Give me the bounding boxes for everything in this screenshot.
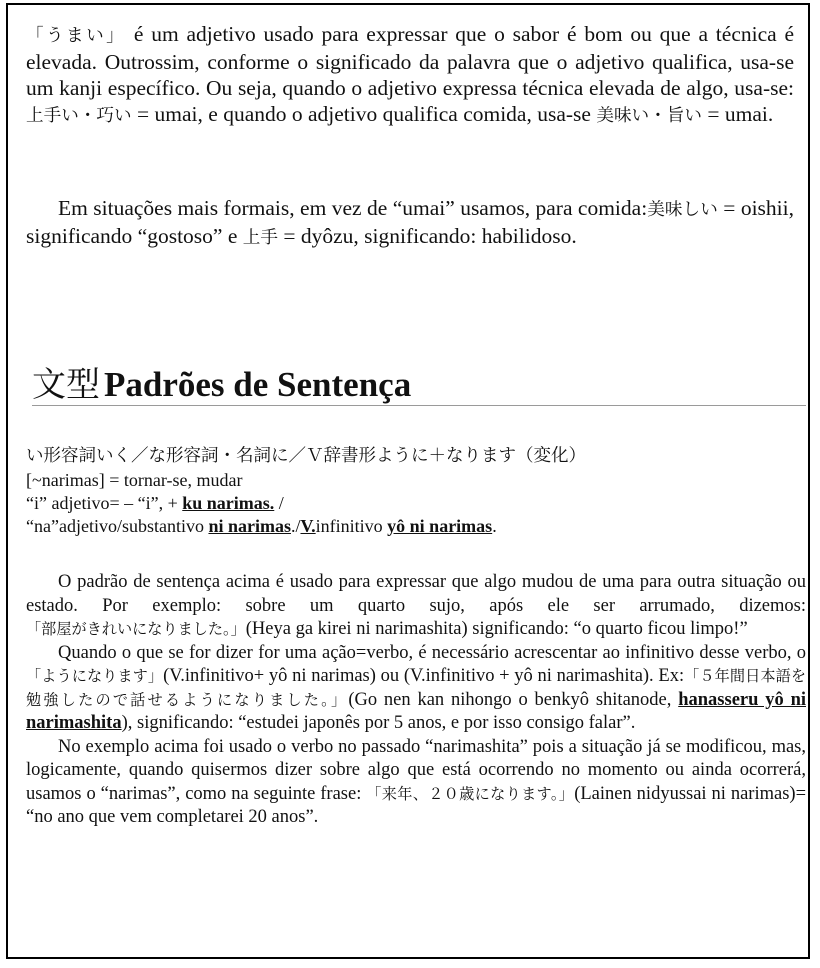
text: No exemplo acima foi usado o verbo no passado “narimashita” pois a situação já se modificou, mas, logicamente, quando quisermos dizer sobre algo que está ocorrendo no momento ou ainda ocorrerá, usamos o “narimas”, como na seguinte frase: [26, 736, 806, 804]
paragraph-umai [26, 21, 794, 129]
jp-text: 上手 [242, 228, 278, 248]
body-paragraph [26, 571, 806, 642]
text: (Heya ga kirei ni narimashita) significando: “o quarto ficou limpo!” [245, 619, 748, 639]
heading-jp: 文型 [32, 365, 100, 405]
jp-text: 「部屋がきれいになりました。」 [26, 620, 246, 638]
paragraph-oishii [26, 195, 794, 251]
jp-text: 「ようになります」 [26, 667, 164, 685]
text: “na”adjetivo/substantivo [26, 516, 209, 536]
text: (V.infinitivo+ yô ni narimas) ou (V.infinitivo + yô ni narimashita). Ex: [163, 666, 685, 686]
pattern-line [26, 515, 806, 538]
text: (Go nen kan nihongo o benkyô shitanode, [348, 689, 679, 710]
jp-text: 「うまい」 [26, 26, 127, 46]
section-heading [32, 357, 806, 406]
body-paragraph [26, 642, 806, 736]
pattern-line [26, 492, 806, 515]
text: é um adjetivo usado para expressar que o sabor é bom ou que a técnica é elevada. Outrossim, conforme o significado da palavra que o adjetivo qualifica, usa-se um kanji específico. Ou seja, quando o adjetivo expressa técnica elevada de algo, usa-se: [26, 22, 794, 100]
text: = umai. [702, 102, 774, 126]
body-paragraph [26, 736, 806, 830]
page-frame [6, 3, 810, 959]
underlined-text: hanasseru yô ni narimashita [26, 689, 806, 733]
jp-text: 「５年間日本語を勉強したので話せるようになりました。」 [26, 667, 806, 709]
jp-text: 美味しい [647, 200, 718, 220]
underlined-text: ni narimas [208, 516, 291, 536]
text: = umai, e quando o adjetivo qualifica comida, usa-se [131, 102, 597, 126]
text: ./ [290, 516, 301, 536]
jp-text: 「来年、２０歳になります。」 [366, 784, 575, 803]
pattern-line: [~narimas] = tornar-se, mudar [26, 470, 243, 490]
text: Quando o que se for dizer for uma ação=verbo, é necessário acrescentar ao infinitivo desse verbo, o [58, 642, 806, 663]
explanation-body [26, 571, 806, 830]
text: / [274, 493, 284, 513]
text: “i” adjetivo= – “i”, + [26, 493, 183, 513]
text: (Lainen nidyussai ni narimas)= “no ano que vem completarei 20 anos”. [26, 783, 807, 827]
text: = oishii, significando “gostoso” e [26, 196, 794, 248]
text: Em situações mais formais, em vez de “umai” usamos, para comida: [58, 196, 648, 220]
text: O padrão de sentença acima é usado para expressar que algo mudou de uma para outra situação ou estado. Por exemplo: sobre um quarto sujo, após ele ser arrumado, dizemos: [26, 572, 806, 616]
underlined-text: V. [300, 516, 316, 536]
text: = dyôzu, significando: habilidoso. [277, 224, 577, 248]
underlined-text: ku narimas. [182, 493, 275, 513]
text: infinitivo [315, 516, 388, 536]
underlined-text: yô ni narimas [387, 516, 493, 536]
heading-title: Padrões de Sentença [104, 365, 412, 404]
jp-text: 美味い・旨い [596, 106, 702, 126]
jp-text: 上手い・巧い [26, 106, 132, 126]
text: ), significando: “estudei japonês por 5 anos, e por isso consigo falar”. [121, 713, 636, 733]
text: . [492, 516, 497, 536]
sentence-pattern [26, 443, 806, 538]
pattern-jp-line: い形容詞いく／な形容詞・名詞に／Ｖ辞書形ように＋なります（変化） [26, 446, 586, 466]
